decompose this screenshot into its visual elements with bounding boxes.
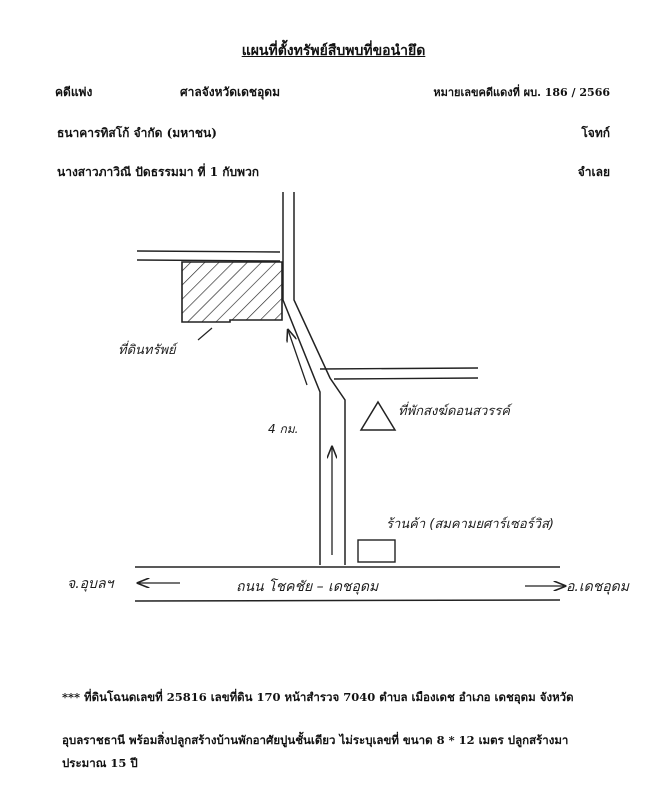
highway-bottom-edge — [135, 600, 560, 601]
road-name-label: ถนน โชคชัย – เดชอุดม — [236, 579, 379, 595]
plaintiff-name: ธนาคารทิสโก้ จำกัด (มหาชน) — [57, 126, 217, 140]
plaintiff-role: โจทก์ — [581, 126, 610, 140]
property-parcel — [182, 262, 282, 322]
defendant-name: นางสาวภาวิณี ปัดธรรมมา ที่ 1 กับพวก — [57, 165, 260, 179]
document-title: แผนที่ตั้งทรัพย์สืบพบที่ขอนำยึด — [241, 43, 426, 59]
west-direction-label: จ.อุบลฯ — [67, 576, 114, 592]
court-name: ศาลจังหวัดเดชอุดม — [180, 85, 280, 99]
landmark-triangle-icon — [361, 402, 395, 430]
road-upper-left-top — [137, 251, 280, 252]
case-type: คดีแพ่ง — [55, 85, 93, 99]
road-side-top — [320, 368, 478, 369]
property-label: ที่ดินทรัพย์ — [118, 343, 176, 358]
note-line-1: *** ที่ดินโฉนดเลขที่ 25816 เลขที่ดิน 170 หน้าสำรวจ 7040 ตำบล เมืองเดช อำเภอ เดชอุดม จังหวัด — [62, 690, 574, 704]
direction-arrow-upper — [288, 330, 307, 385]
east-direction-label: อ.เดชอุดม — [566, 579, 629, 595]
road-upper-left-bottom — [137, 260, 280, 261]
shop-building — [358, 540, 395, 562]
note-line-3: ประมาณ 15 ปี — [62, 756, 138, 770]
defendant-role: จำเลย — [577, 165, 610, 179]
distance-label: 4 กม. — [268, 422, 299, 436]
property-pointer — [198, 328, 212, 340]
case-number: หมายเลขคดีแดงที่ ผบ. 186 / 2566 — [433, 86, 610, 99]
landmark-label: ที่พักสงฆ์ดอนสวรรค์ — [398, 404, 510, 419]
road-main-left-edge — [283, 192, 320, 565]
shop-label: ร้านค้า (สมคามยศาร์เซอร์วิส) — [386, 517, 554, 532]
note-line-2: อุบลราชธานี พร้อมสิ่งปลูกสร้างบ้านพักอาศัยปูนชั้นเดียว ไม่ระบุเลขที่ ขนาด 8 * 12 เมตร ปลูกสร้างมา — [62, 733, 569, 747]
road-side-bottom — [334, 378, 478, 379]
